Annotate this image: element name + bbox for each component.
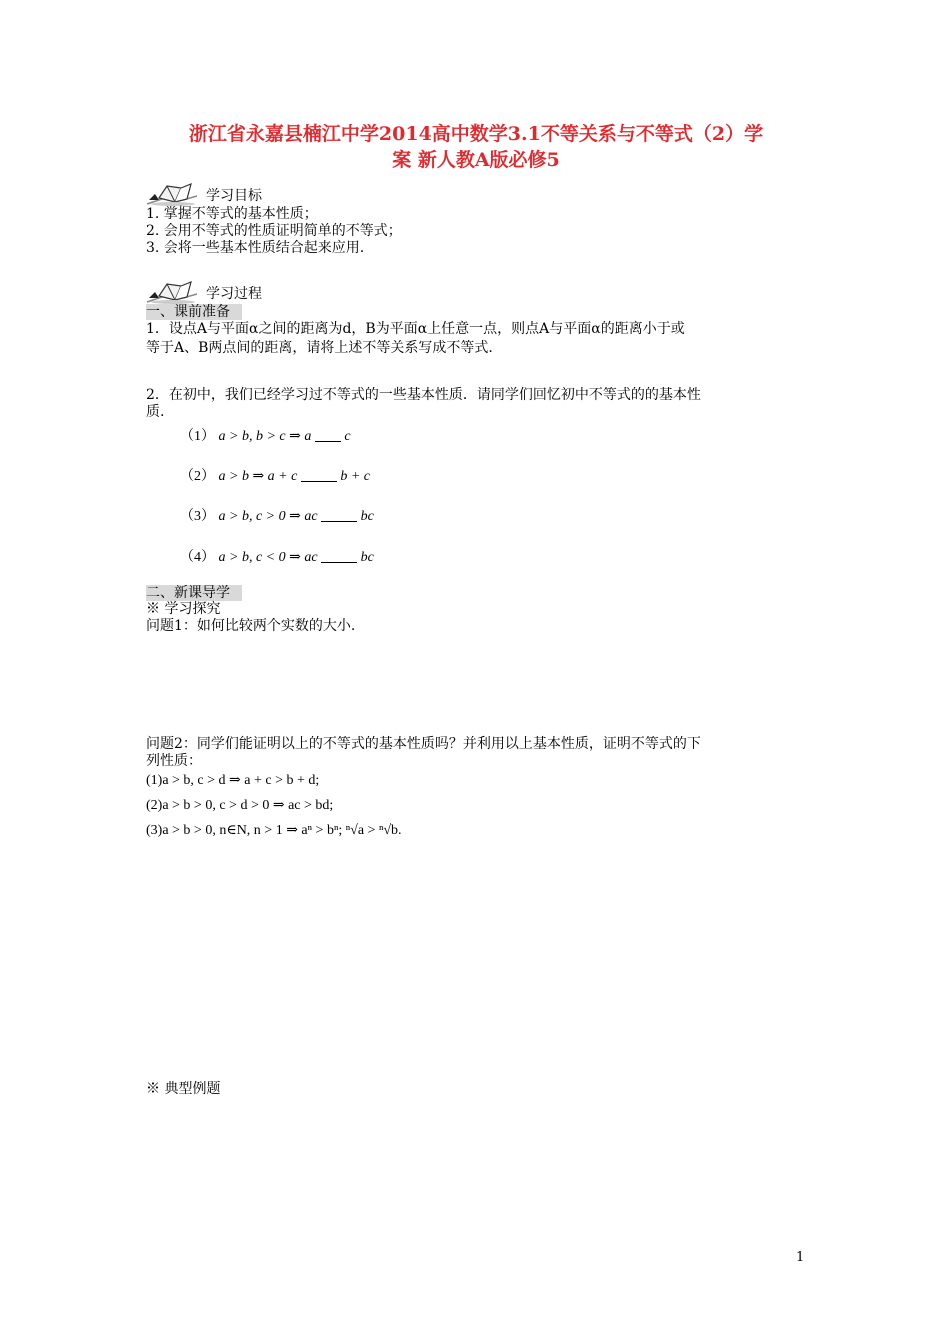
property-number: （4） [180,550,215,565]
problem-2-line1: 问题2：同学们能证明以上的不等式的基本性质吗？并利用以上基本性质，证明不等式的下 [146,736,701,752]
formula-2: (2)a > b > 0, c > d > 0 ⇒ ac > bd; [146,798,334,813]
answer-blank[interactable] [315,429,341,442]
problem-1: 问题1：如何比较两个实数的大小. [146,618,356,634]
question-1-line2: 等于A、B两点间的距离，请将上述不等关系写成不等式. [146,340,493,356]
answer-blank[interactable] [301,469,337,482]
book-icon [145,178,201,208]
question-2-line2: 质. [146,404,165,420]
question-2-line1: 2．在初中，我们已经学习过不等式的一些基本性质．请同学们回忆初中不等式的的基本性 [146,387,701,403]
property-left: a > b, c < 0 ⇒ ac [218,550,318,565]
property-left: a > b, c > 0 ⇒ ac [218,509,318,524]
question-1-line1: 1．设点A与平面α之间的距离为d，B为平面α上任意一点，则点A与平面α的距离小于或 [146,321,685,337]
property-number: （1） [180,429,215,444]
property-right: bc [360,550,374,565]
examples-heading: ※ 典型例题 [146,1081,221,1097]
problem-2-line2: 列性质： [146,753,202,769]
answer-blank[interactable] [321,550,357,563]
formula-1: (1)a > b, c > d ⇒ a + c > b + d; [146,773,320,788]
goals-heading: 学习目标 [206,188,262,204]
property-right: c [344,429,351,444]
property-left: a > b, b > c ⇒ a [218,429,312,444]
process-heading: 学习过程 [206,286,262,302]
goal-item: 2. 会用不等式的性质证明简单的不等式； [146,223,402,239]
explore-heading: ※ 学习探究 [146,601,221,617]
doc-title-line1: 浙江省永嘉县楠江中学2014高中数学3.1不等关系与不等式（2）学 [188,123,764,145]
section-heading-1: 一、课前准备 [146,304,242,320]
property-left: a > b ⇒ a + c [218,469,298,484]
property-4 [180,546,374,566]
formula-3: (3)a > b > 0, n∈N, n > 1 ⇒ aⁿ > bⁿ; ⁿ√a > ⁿ√b. [146,823,402,838]
property-2 [180,465,370,485]
goal-item: 1. 掌握不等式的基本性质； [146,206,318,222]
section-heading-2: 二、新课导学 [146,585,242,601]
doc-title-line2: 案 新人教A版必修5 [392,149,560,171]
property-right: bc [360,509,374,524]
property-1 [180,425,351,445]
property-number: （2） [180,469,215,484]
goal-item: 3. 会将一些基本性质结合起来应用. [146,240,365,256]
property-3 [180,505,374,525]
book-icon [145,276,201,306]
answer-blank[interactable] [321,509,357,522]
property-number: （3） [180,509,215,524]
page-number: 1 [796,1250,805,1265]
property-right: b + c [340,469,371,484]
